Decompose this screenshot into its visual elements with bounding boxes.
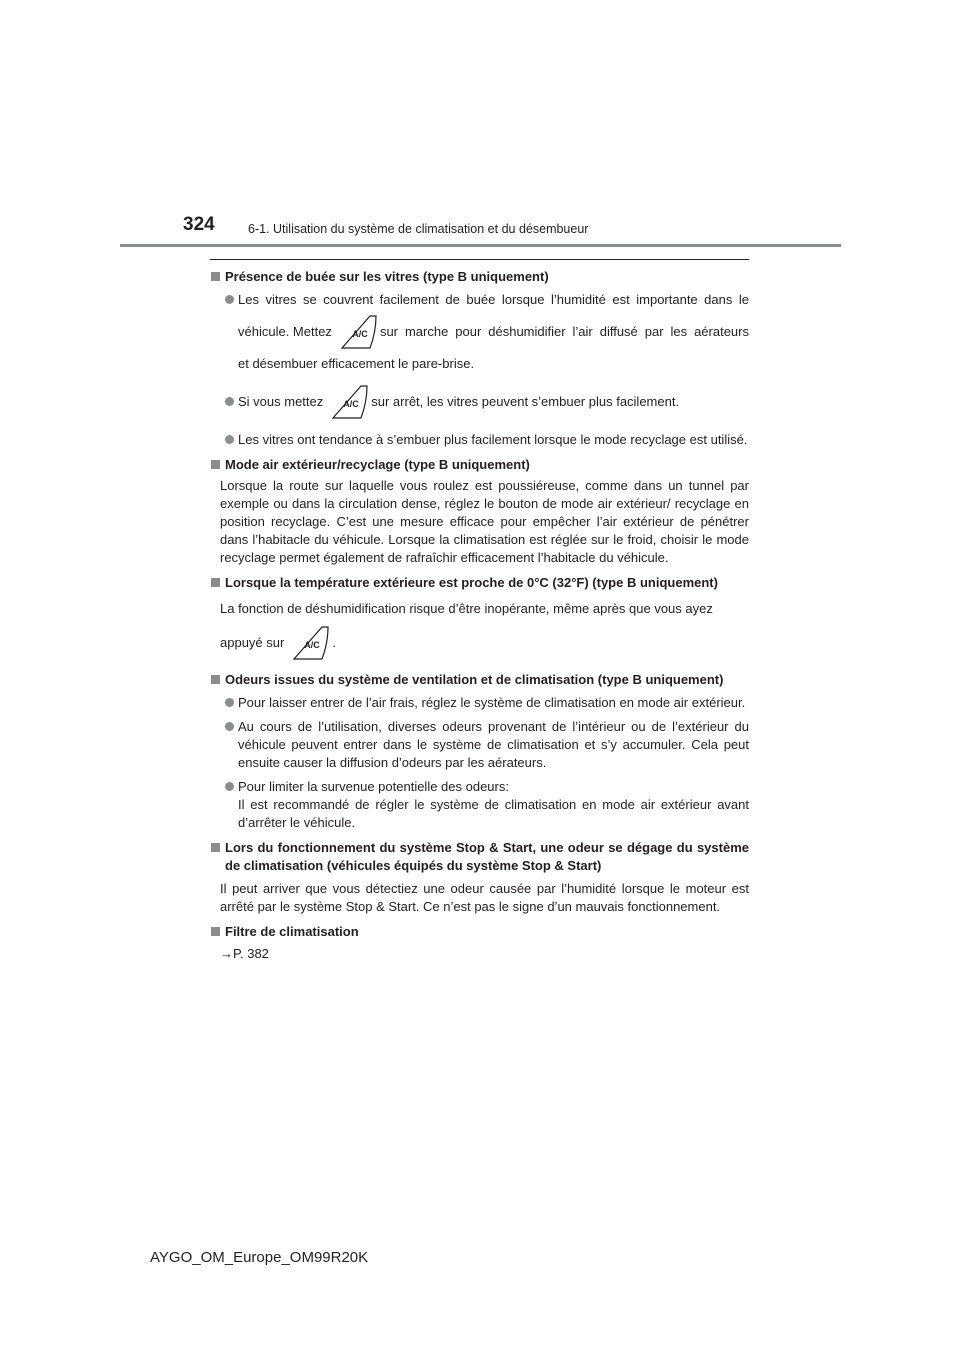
bullet-item — [210, 291, 749, 373]
round-bullet-icon — [225, 722, 234, 731]
bullet-item — [210, 778, 749, 832]
section-heading — [210, 268, 749, 286]
inline-button-line — [238, 381, 749, 423]
ac-button-label: A/C — [352, 329, 368, 339]
square-bullet-icon — [211, 675, 220, 684]
square-bullet-icon — [211, 578, 220, 587]
bullet-text: sur marche pour déshumidifier l’air diffusé par les aérateurs — [379, 324, 749, 339]
paragraph-text: appuyé sur — [220, 635, 285, 650]
round-bullet-icon — [225, 782, 234, 791]
ac-button-icon — [298, 625, 322, 661]
section-filter — [210, 923, 749, 963]
section-title: Lors du fonctionnement du système Stop & Start, une odeur se dégage du système de climatisation (véhicules équipés du système Stop & Start) — [225, 840, 749, 873]
bullet-text: Pour laisser entrer de l’air frais, réglez le système de climatisation en mode air extérieur. — [238, 695, 746, 710]
section-title: Filtre de climatisation — [225, 924, 359, 939]
inline-button-line — [220, 622, 749, 664]
bullet-item — [210, 431, 749, 449]
section-stop-start — [210, 839, 749, 916]
section-paragraph: Lorsque la route sur laquelle vous roulez est poussiéreuse, comme dans un tunnel par exemple ou dans la circulation dense, réglez le bouton de mode air extérieur/ recyclage en position recyclage. C’est une mesure efficace pour empêcher l’air extérieur de pénétrer dans l’habitacle du véhicule. Lorsque la climatisation est réglée sur le froid, choisir le mode recyclage permet également de rafraîchir efficacement l’habitacle du véhicule. — [220, 478, 749, 565]
section-paragraph: Il peut arriver que vous détectiez une odeur causée par l’humidité lorsque le moteur est arrêté par le système Stop & Start. Ce n’est pas le signe d’un mauvais fonctionnement. — [220, 881, 749, 914]
round-bullet-icon — [225, 295, 234, 304]
bullet-text: Pour limiter la survenue potentielle des odeurs: — [238, 779, 509, 794]
ac-button-icon — [337, 384, 361, 420]
footer-doc-code: AYGO_OM_Europe_OM99R20K — [150, 1249, 369, 1266]
bullet-text: Au cours de l’utilisation, diverses odeurs provenant de l’intérieur ou de l’extérieur du véhicule peuvent entrer dans le système de climatisation et s’y accumuler. Cela peut ensuite causer la diffusion d’odeurs par les aérateurs. — [238, 719, 749, 770]
bullet-text: sur arrêt, les vitres peuvent s’embuer plus facilement. — [371, 394, 680, 409]
ac-button-label: A/C — [304, 640, 321, 650]
round-bullet-icon — [225, 397, 234, 406]
bullet-text: Les vitres se couvrent facilement de buée lorsque l’humidité est importante dans le — [238, 292, 749, 307]
bullet-list — [210, 291, 749, 449]
section-title: Odeurs issues du système de ventilation et de climatisation (type B uniquement) — [225, 672, 724, 687]
square-bullet-icon — [211, 460, 220, 469]
ac-button-label: A/C — [343, 399, 360, 409]
bullet-text: Il est recommandé de régler le système de climatisation en mode air extérieur avant d’arrêter le véhicule. — [238, 797, 749, 830]
bullet-item — [210, 718, 749, 772]
round-bullet-icon — [225, 435, 234, 444]
section-paragraph — [210, 600, 749, 664]
section-heading — [210, 574, 749, 592]
bullet-item — [210, 694, 749, 712]
section-heading — [210, 671, 749, 689]
bullet-text: et désembuer efficacement le pare-brise. — [238, 356, 475, 371]
round-bullet-icon — [225, 698, 234, 707]
page-content — [210, 268, 749, 970]
section-air-mode — [210, 456, 749, 567]
section-title: Lorsque la température extérieure est proche de 0°C (32°F) (type B uniquement) — [225, 575, 718, 590]
bullet-list — [210, 694, 749, 832]
chapter-title: 6-1. Utilisation du système de climatisation et du désembueur — [248, 222, 589, 236]
paragraph-text: . — [332, 635, 336, 650]
section-title: Présence de buée sur les vitres (type B uniquement) — [225, 269, 549, 284]
bullet-text: Si vous mettez — [238, 394, 324, 409]
ac-button-icon — [346, 314, 370, 350]
square-bullet-icon — [211, 272, 220, 281]
page-number: 324 — [183, 214, 215, 235]
page-reference-link[interactable]: →P. 382 — [220, 946, 269, 961]
inline-button-line — [238, 311, 749, 353]
bullet-item — [210, 381, 749, 423]
paragraph-text: La fonction de déshumidification risque d’être inopérante, même après que vous ayez — [220, 601, 713, 616]
square-bullet-icon — [211, 843, 220, 852]
section-heading — [210, 923, 749, 941]
section-heading — [210, 456, 749, 474]
header-rule — [120, 244, 841, 247]
square-bullet-icon — [211, 927, 220, 936]
bullet-text: Les vitres ont tendance à s’embuer plus facilement lorsque le mode recyclage est utilisé. — [238, 432, 748, 447]
section-fogging — [210, 268, 749, 449]
bullet-text: véhicule. Mettez — [238, 324, 332, 339]
section-heading — [210, 839, 749, 875]
section-odors — [210, 671, 749, 832]
section-low-temperature — [210, 574, 749, 664]
section-title: Mode air extérieur/recyclage (type B uniquement) — [225, 457, 530, 472]
section-rule — [210, 259, 749, 260]
